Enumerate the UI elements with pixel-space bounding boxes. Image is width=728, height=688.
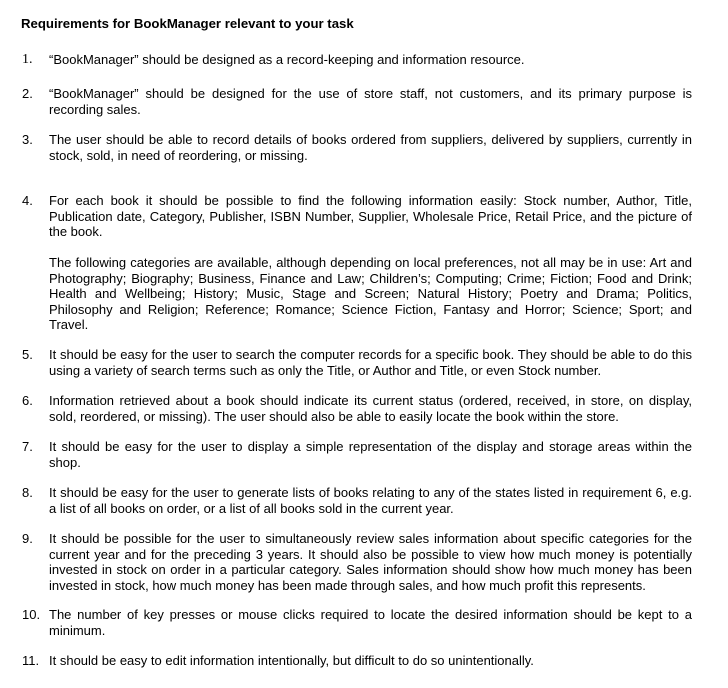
category-list-paragraph: The following categories are available, although depending on local preferences, not all may be in use: Art and Photography; Biography; Business, Finance and Law; Children’s; Computing; Crime; Fiction; Food and Drink; Health and Wellbeing; History; Music, Stage and Screen; Natural History; Poetry and Drama; Politics, Philosophy and Religion; Reference; Romance; Science Fiction, Fantasy and Horror; Science; Sport; and Travel. xyxy=(49,255,692,333)
requirement-text: It should be possible for the user to simultaneously review sales information about specific categories for the current year and for the preceding 3 years. It should also be possible to view how much money is potentially invested in stock on order in a particular category. Sales information should show how much money has been invested in stock, how much money has been made through sales, and how much profit this represents. xyxy=(49,531,692,593)
requirement-number: 5. xyxy=(22,347,33,362)
requirement-number: 8. xyxy=(22,485,33,500)
requirement-number: 2. xyxy=(22,86,33,101)
requirement-text: “BookManager” should be designed for the use of store staff, not customers, and its primary purpose is recording sales. xyxy=(49,86,692,117)
requirement-number: 4. xyxy=(22,193,33,208)
document-heading: Requirements for BookManager relevant to your task xyxy=(21,16,354,31)
requirement-number: 1. xyxy=(22,52,33,67)
requirement-number: 7. xyxy=(22,439,33,454)
requirement-text: Information retrieved about a book should indicate its current status (ordered, received, in store, on display, sold, reordered, or missing). The user should also be able to easily locate the book within the store. xyxy=(49,393,692,424)
requirement-text: For each book it should be possible to find the following information easily: Stock number, Author, Title, Publication date, Category, Publisher, ISBN Number, Supplier, Wholesale Price, Retail Price, and the picture of the book. xyxy=(49,193,692,239)
requirement-text: It should be easy for the user to search the computer records for a specific book. They should be able to do this using a variety of search terms such as only the Title, or Author and Title, or even Stock number. xyxy=(49,347,692,378)
requirement-number: 9. xyxy=(22,531,33,546)
requirement-text: “BookManager” should be designed as a record-keeping and information resource. xyxy=(49,52,525,67)
requirement-text: It should be easy for the user to generate lists of books relating to any of the states listed in requirement 6, e.g. a list of all books on order, or a list of all books sold in the current year. xyxy=(49,485,692,516)
requirement-text: It should be easy for the user to display a simple representation of the display and storage areas within the shop. xyxy=(49,439,692,470)
requirement-number: 11. xyxy=(22,653,40,668)
requirement-text: The user should be able to record details of books ordered from suppliers, delivered by suppliers, currently in stock, sold, in need of reordering, or missing. xyxy=(49,132,692,163)
requirement-text: It should be easy to edit information intentionally, but difficult to do so unintentionally. xyxy=(49,653,534,668)
requirement-number: 6. xyxy=(22,393,33,408)
requirement-text: The number of key presses or mouse clicks required to locate the desired information should be kept to a minimum. xyxy=(49,607,692,638)
requirement-number: 10. xyxy=(22,607,41,622)
requirement-number: 3. xyxy=(22,132,33,147)
